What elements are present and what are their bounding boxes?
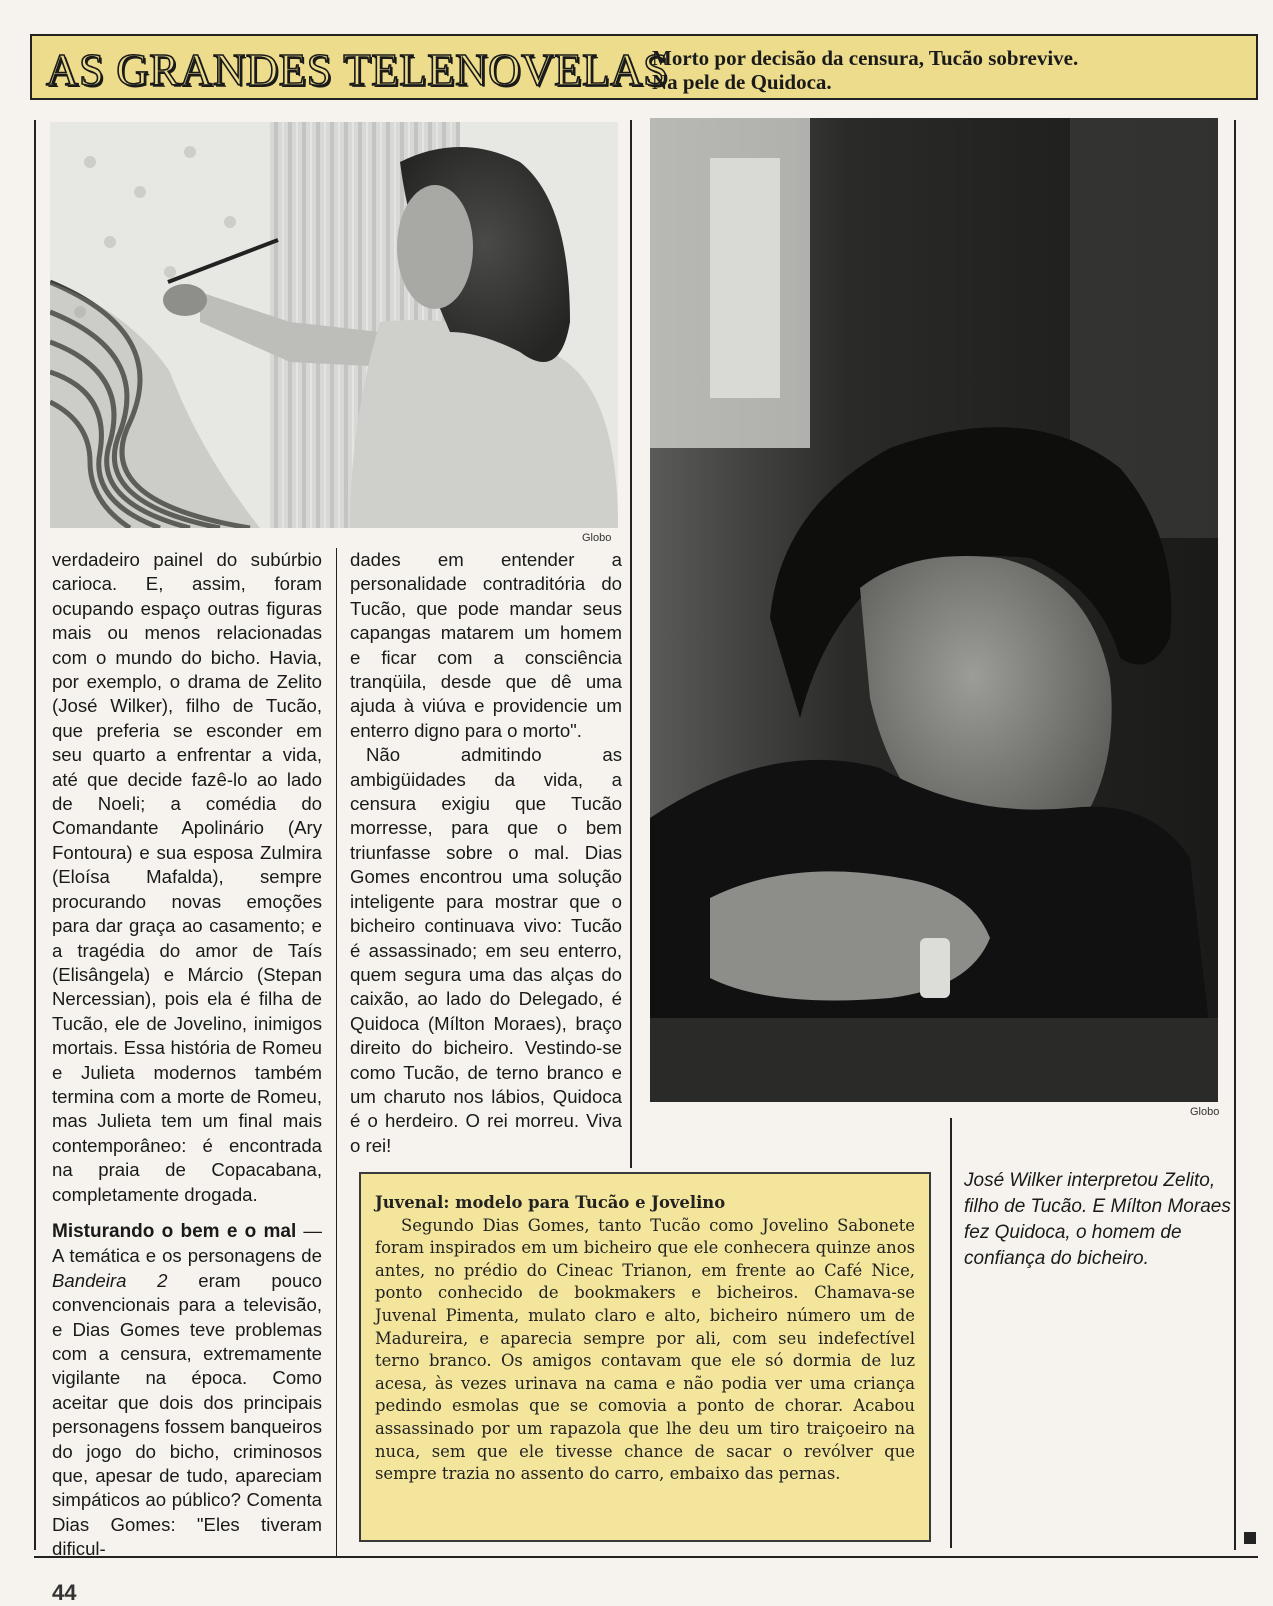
photo-painter — [50, 122, 618, 528]
rule-caption-divider — [950, 1118, 952, 1548]
column-1-paragraph-2 — [52, 1219, 322, 1562]
column-2-paragraph-1: dades em entender a personalidade contraditória do Tucão, que pode mandar seus capangas matarem um homem e ficar com a consciência tranqüila, desde que dê uma ajuda à viúva e providencie um enterro digno para o morto". — [350, 549, 622, 741]
rule-left-margin — [34, 120, 36, 1550]
photo-caption: José Wilker interpretou Zelito, filho de Tucão. E Mílton Moraes fez Quidoca, o homem de confiança do bicheiro. — [964, 1170, 1231, 1269]
rule-right-margin — [1234, 120, 1236, 1550]
sidebar-box-juvenal — [359, 1172, 931, 1542]
column-1-paragraph-2-start: — A temática e os personagens de — [52, 1219, 322, 1267]
photo-painter-credit: Globo — [582, 532, 612, 544]
photo-portrait-credit: Globo — [1190, 1106, 1220, 1118]
subhead-misturando: Misturando o bem e o mal — [52, 1220, 297, 1242]
column-2-paragraph-2: Não admitindo as ambigüidades da vida, a censura exigiu que Tucão morresse, para que o bem triunfasse sobre o mal. Dias Gomes encontrou uma solução inteligente para mostrar que o bicheiro continuava vivo: Tucão é assassinado; em seu enterro, quem segura uma das alças do caixão, ao lado do Delegado, é Quidoca (Mílton Moraes), braço direito do bicheiro. Vestindo-se como Tucão, de terno branco e um charuto nos lábios, Quidoca é o herdeiro. O rei morreu. Viva o rei! — [350, 744, 622, 1156]
subtitle-line-2: Na pele de Quidoca. — [652, 70, 832, 94]
end-of-article-mark — [1244, 1532, 1256, 1544]
article-column-2 — [350, 548, 622, 1158]
subtitle-line-1: Morto por decisão da censura, Tucão sobrevive. — [652, 46, 1079, 70]
title-bandeira-2: Bandeira 2 — [52, 1269, 168, 1291]
section-subtitle — [652, 46, 1078, 94]
rule-photo-divider — [630, 120, 632, 1168]
section-title: AS GRANDES TELENOVELAS — [46, 45, 669, 95]
sidebar-title: Juvenal: modelo para Tucão e Jovelino — [375, 1193, 726, 1212]
rule-column-divider — [336, 548, 337, 1558]
section-header — [30, 34, 1258, 100]
page-number: 44 — [52, 1580, 77, 1605]
photo-portrait — [650, 118, 1218, 1102]
sidebar-body: Segundo Dias Gomes, tanto Tucão como Jovelino Sabonete foram inspirados em um bicheiro que ele conhecera quinze anos antes, no prédio do Cineac Trianon, em frente ao Café Nice, ponto conhecido de bookmakers e bicheiros. Chamava-se Juvenal Pimenta, mulato claro e alto, bicheiro número um de Madureira, e aparecia sempre por ali, com seu indefectível terno branco. Os amigos contavam que ele só dormia de luz acesa, às vezes urinava na cama e não podia ver uma criança pedindo esmolas que se comovia a ponto de chorar. Acabou assassinado por um rapazola que lhe deu um tiro traiçoeiro na nuca, sem que ele tivesse chance de sacar o revólver que sempre trazia no assento do carro, embaixo das pernas. — [375, 1215, 915, 1484]
column-1-paragraph-2-end: eram pouco convencionais para a televisão, e Dias Gomes teve problemas com a censura, extremamente vigilante na época. Como aceitar que dois dos principais personagens fossem banqueiros do jogo do bicho, criminosos que, apesar de tudo, apareciam simpáticos ao público? Comenta Dias Gomes: "Eles tiveram dificul- — [52, 1269, 323, 1560]
article-column-1 — [52, 548, 322, 1562]
column-1-paragraph-1: verdadeiro painel do subúrbio carioca. E, assim, foram ocupando espaço outras figuras mais ou menos relacionadas com o mundo do bicho. Havia, por exemplo, o drama de Zelito (José Wilker), filho de Tucão, que preferia se esconder em seu quarto a enfrentar a vida, até que decide fazê-lo ao lado de Noeli; a comédia do Comandante Apolinário (Ary Fontoura) e sua esposa Zulmira (Eloísa Mafalda), sempre procurando novas emoções para dar graça ao casamento; e a tragédia do amor de Taís (Elisângela) e Márcio (Stepan Nercessian), pois ela é filha de Tucão, ele de Jovelino, inimigos mortais. Essa história de Romeu e Julieta modernos também termina com a morte de Romeu, mas Julieta tem um final mais contemporâneo: é encontrada na praia de Copacabana, completamente drogada. — [52, 549, 322, 1205]
